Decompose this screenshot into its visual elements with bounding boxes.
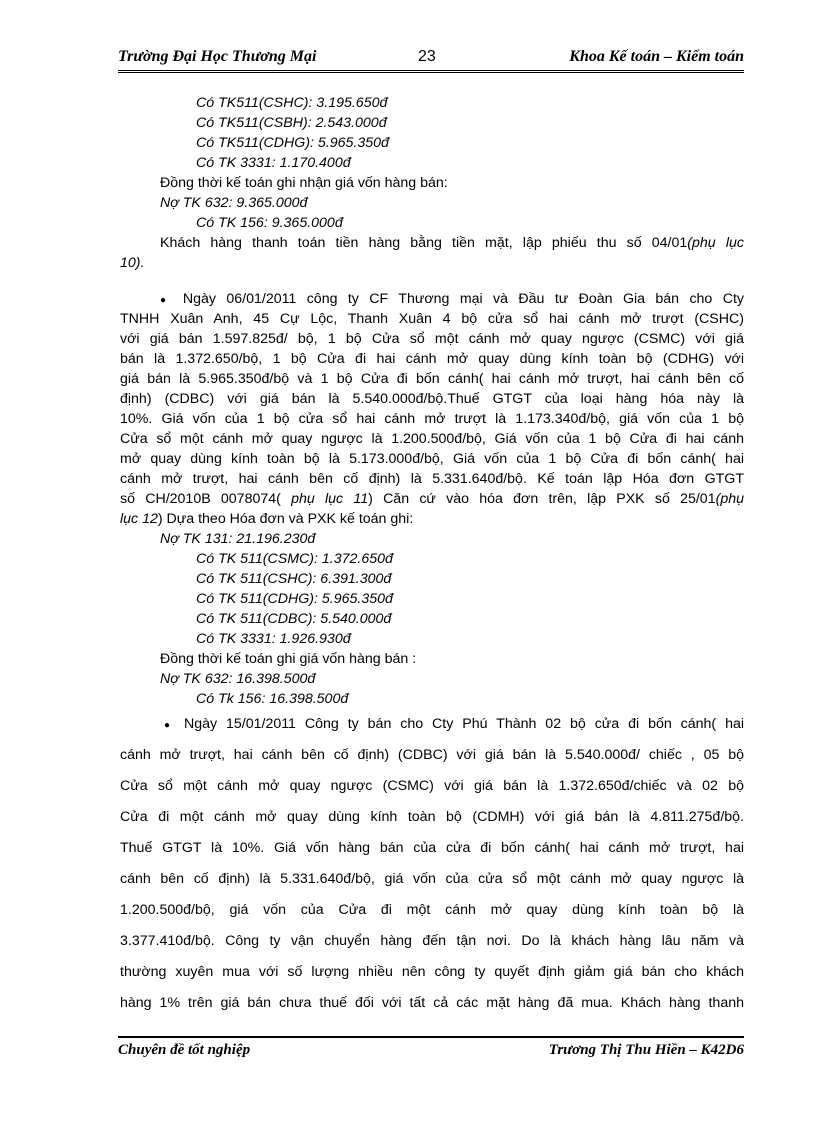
paragraph-line: Cửa sổ một cánh mở quay ngược là 1.200.500đ/bộ, Giá vốn của 1 bộ Cửa đi hai cánh: [120, 431, 744, 447]
header-faculty: Khoa Kế toán – Kiểm toán: [569, 48, 744, 65]
paragraph-line: thường xuyên mua với số lượng nhiều nên công ty quyết định giảm giá bán cho khách: [120, 964, 744, 980]
cost-intro: Đồng thời kế toán ghi nhận giá vốn hàng bán:: [160, 175, 448, 191]
journal-entry: Có TK511(CSHC): 3.195.650đ: [196, 95, 388, 111]
footer-title: Chuyên đề tốt nghiệp: [118, 1042, 251, 1058]
paragraph-line: cánh mở trượt, hai cánh bên cố định) (CDBC) với giá bán là 5.540.000đ/ chiếc , 05 bộ: [120, 747, 744, 763]
paragraph-line: mở quay dùng kính toàn bộ là 5.173.000đ/bộ, Giá vốn của 1 bộ Cửa đi bốn cánh( hai: [120, 451, 744, 467]
journal-entry: Có TK 3331: 1.170.400đ: [196, 155, 351, 171]
credit-entry: Có TK 511(CDHG): 5.965.350đ: [196, 591, 393, 607]
paragraph-line: số CH/2010B 0078074( phụ lục 11) Căn cứ vào hóa đơn trên, lập PXK số 25/01(phụ: [120, 491, 744, 507]
header-school: Trường Đại Học Thương Mại: [118, 48, 317, 65]
header-rule: [118, 70, 744, 73]
bullet-icon: ●: [164, 720, 176, 731]
paragraph-line: ● Ngày 06/01/2011 công ty CF Thương mại và Đầu tư Đoàn Gia bán cho Cty: [160, 291, 744, 307]
paragraph-line: 3.377.410đ/bộ. Công ty vận chuyển hàng đến tận nơi. Do là khách hàng lâu năm và: [120, 933, 744, 949]
payment-line: Khách hàng thanh toán tiền hàng bằng tiền mặt, lập phiếu thu số 04/01(phụ lục: [160, 235, 744, 251]
paragraph-line: với giá bán 1.597.825đ/ bộ, 1 bộ Cửa sổ một cánh mở quay ngược (CSMC) với giá: [120, 331, 744, 347]
paragraph-line: hàng 1% trên giá bán chưa thuế đối với tất cả các mặt hàng đã mua. Khách hàng thanh: [120, 995, 744, 1011]
credit-entry: Có TK 511(CSMC): 1.372.650đ: [196, 551, 393, 567]
paragraph-line: ● Ngày 15/01/2011 Công ty bán cho Cty Phú Thành 02 bộ cửa đi bốn cánh( hai: [164, 716, 744, 732]
paragraph-line: giá bán là 5.965.350đ/bộ và 1 bộ Cửa đi bốn cánh( hai cánh mở trượt, hai cánh bên cố: [120, 371, 744, 387]
paragraph-line: Cửa sổ một cánh mở quay ngược (CSMC) với giá bán là 1.372.650đ/chiếc và 02 bộ: [120, 778, 744, 794]
page-number: 23: [418, 48, 436, 65]
credit-entry: Có TK 511(CSHC): 6.391.300đ: [196, 571, 392, 587]
paragraph-line: 1.200.500đ/bộ, giá vốn của Cửa đi một cánh mở quay dùng kính toàn bộ là: [120, 902, 744, 918]
paragraph-line: cánh bên cố định) là 5.331.640đ/bộ, giá vốn của cửa sổ một cánh mở quay ngược là: [120, 871, 744, 887]
bullet-icon: ●: [160, 295, 173, 306]
cost-intro: Đồng thời kế toán ghi giá vốn hàng bán :: [160, 651, 417, 667]
page-footer: [118, 1036, 744, 1058]
paragraph-line: định) (CDBC) với giá bán là 5.540.000đ/bộ.Thuế GTGT của loại hàng hóa này là: [120, 391, 744, 407]
debit-entry: Nợ TK 131: 21.196.230đ: [160, 531, 316, 547]
footer-rule: [118, 1036, 744, 1038]
paragraph-line: Cửa đi một cánh mở quay dùng kính toàn bộ (CDMH) với giá bán là 4.811.275đ/bộ.: [120, 809, 744, 825]
paragraph-line: lục 12) Dựa theo Hóa đơn và PXK kế toán ghi:: [120, 511, 414, 527]
page-header: [118, 42, 744, 72]
credit-entry: Có TK 511(CDBC): 5.540.000đ: [196, 611, 392, 627]
paragraph-line: Thuế GTGT là 10%. Giá vốn hàng bán của cửa đi bốn cánh( hai cánh mở trượt, hai: [120, 840, 744, 856]
cost-credit-entry: Có Tk 156: 16.398.500đ: [196, 691, 349, 707]
cost-debit-entry: Nợ TK 632: 9.365.000đ: [160, 195, 308, 211]
cost-debit-entry: Nợ TK 632: 16.398.500đ: [160, 671, 316, 687]
credit-entry: Có TK 3331: 1.926.930đ: [196, 631, 351, 647]
paragraph-line: TNHH Xuân Anh, 45 Cự Lộc, Thanh Xuân 4 bộ cửa sổ hai cánh mở trượt (CSHC): [120, 311, 744, 327]
paragraph-line: cánh mở trượt, hai cánh bên cố định) là 5.331.640đ/bộ. Kế toán lập Hóa đơn GTGT: [120, 471, 744, 487]
paragraph-line: 10%. Giá vốn của 1 bộ cửa sổ hai cánh mở trượt là 1.173.340đ/bộ, giá vốn của 1 bộ: [120, 411, 744, 427]
payment-ref: 10).: [120, 255, 145, 271]
journal-entry: Có TK511(CDHG): 5.965.350đ: [196, 135, 389, 151]
paragraph-line: bán là 1.372.650/bộ, 1 bộ Cửa đi hai cánh mở quay dùng kính toàn bộ (CDHG) với: [120, 351, 744, 367]
journal-entry: Có TK511(CSBH): 2.543.000đ: [196, 115, 387, 131]
cost-credit-entry: Có TK 156: 9.365.000đ: [196, 215, 343, 231]
footer-author: Trương Thị Thu Hiền – K42D6: [548, 1042, 744, 1058]
document-body: [120, 93, 744, 1019]
